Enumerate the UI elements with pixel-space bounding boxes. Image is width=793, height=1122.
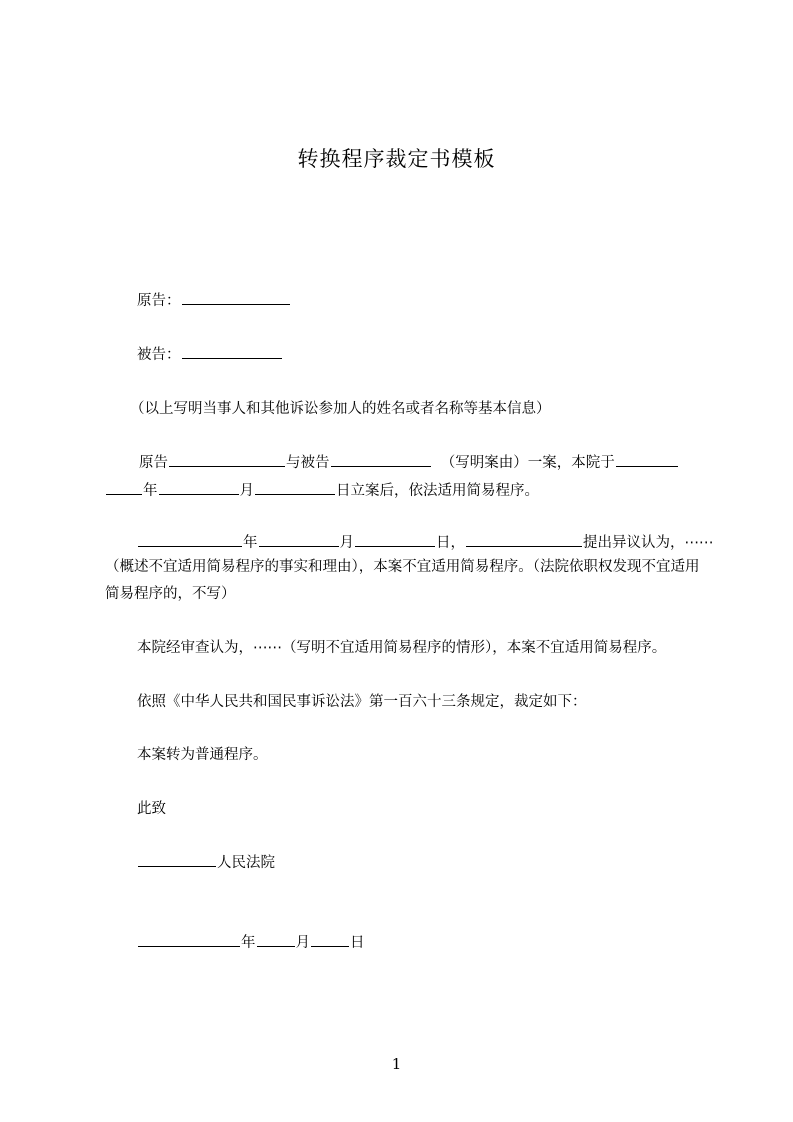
plaintiff-label: 原告： — [137, 293, 181, 309]
para2-year-blank — [138, 530, 242, 547]
para1-month-blank — [159, 478, 239, 495]
defendant-label: 被告： — [137, 347, 181, 363]
para1-month: 月 — [239, 483, 254, 499]
court-line — [137, 850, 275, 875]
date-day-blank — [311, 930, 349, 947]
para2-rest: （概述不宜适用简易程序的事实和理由），本案不宜适用简易程序。（法院依职权发现不宜适用简易程序的，不写） — [105, 559, 700, 602]
para1-plaintiff: 原告 — [139, 455, 168, 471]
para2-objection: 提出异议认为，⋯⋯ — [583, 535, 714, 551]
defendant-blank — [182, 342, 282, 359]
court-blank — [138, 850, 216, 867]
para1-day-blank — [255, 478, 335, 495]
para1-year-blank-a — [616, 450, 678, 467]
court-suffix: 人民法院 — [217, 855, 275, 871]
para1-line2 — [105, 478, 539, 503]
defendant-line — [137, 342, 283, 367]
date-line — [137, 930, 365, 955]
para2-party-blank — [466, 530, 582, 547]
para2-year: 年 — [243, 535, 258, 551]
para3: 本院经审查认为，⋯⋯（写明不宜适用简易程序的情形），本案不宜适用简易程序。 — [137, 640, 667, 656]
para1-line1 — [139, 450, 679, 475]
para1-defendant: 与被告 — [286, 455, 330, 471]
para1-cause: （写明案由）一案，本院于 — [440, 455, 615, 471]
para2-month: 月 — [339, 535, 354, 551]
para2-line1 — [137, 530, 714, 555]
para5: 本案转为普通程序。 — [137, 747, 268, 763]
para1-year: 年 — [143, 483, 158, 499]
salutation: 此致 — [137, 801, 166, 817]
para4: 依照《中华人民共和国民事诉讼法》第一百六十三条规定，裁定如下： — [137, 694, 587, 710]
plaintiff-line — [137, 288, 291, 313]
para1-defendant-blank — [331, 450, 431, 467]
para1-rest: 日立案后，依法适用简易程序。 — [336, 483, 539, 499]
date-year-blank — [138, 930, 240, 947]
date-day: 日 — [350, 935, 365, 951]
date-month: 月 — [295, 935, 310, 951]
date-year: 年 — [241, 935, 256, 951]
parties-note: （以上写明当事人和其他诉讼参加人的姓名或者名称等基本信息） — [130, 401, 551, 417]
para2-day-blank — [355, 530, 435, 547]
para1-year-blank-b — [106, 478, 142, 495]
plaintiff-blank — [182, 288, 290, 305]
para2-day: 日， — [436, 535, 465, 551]
date-month-blank — [257, 930, 295, 947]
document-title: 转换程序裁定书模板 — [297, 147, 496, 171]
para1-plaintiff-blank — [169, 450, 285, 467]
page-number: 1 — [391, 1055, 402, 1073]
para2-month-blank — [259, 530, 339, 547]
